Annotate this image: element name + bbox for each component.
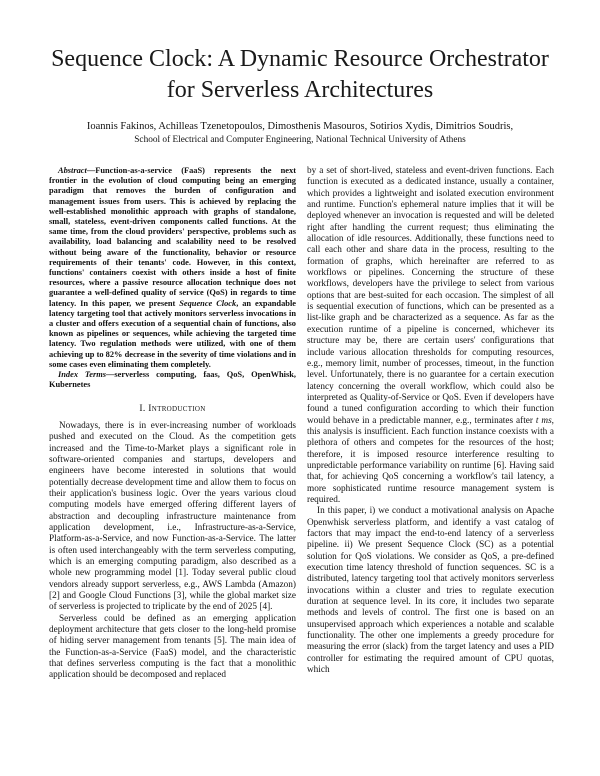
intro-paragraph-2: Serverless could be defined as an emerging application deployment architecture that gets closer to the long-held promise of hiding server management from tenants [5]. The main idea of the Function-as-a-Service (FaaS) model, and the characteristic that defines serverless computing is the fact that a monolithic application should be decomposed and replaced — [49, 613, 296, 681]
left-column — [49, 166, 296, 682]
continued-text: by a set of short-lived, stateless and event-driven functions. Each function is executed as a dedicated instance, usually a container, which provides a lightweight and isolated execution environment and runtime. Function's ephemeral nature implies that it will be deployed whenever an invocation is requested and will be deleted right after handling the current request; thus eliminating the allocation of idle resources. Additionally, these functions need to call each other and share data in the process, resulting to the formation of graphs, which hereinafter are referred to as workflows or pipelines. Concerning the structure of these workflows, developers have the privilege to select from various options that are best-suited for each occasion. The simplest of all is sequential execution of functions, which can be presented as a list-like graph and be characterized as a sequence. As far as the execution runtime of a pipeline is concerned, whichever its structure may be, there are certain users' configurations that include various allocation thresholds for computing resources, e.g., memory limit, number of processes, timeout, in the function level. Unfortunately, there is no guarantee for a certain execution latency concerning the overall workflow, which could also be interpreted as Quality-of-Service or QoS. Even if developers have found a tuned configuration according to which their function would behave in a predictable manner, e.g., terminates after — [307, 166, 554, 426]
inline-math-t-ms: t ms — [535, 415, 552, 426]
index-terms — [49, 370, 296, 390]
abstract-system-name: Sequence Clock — [179, 298, 237, 308]
intro-paragraph-1: Nowadays, there is in ever-increasing number of workloads pushed and executed on the Cloud. As the competition gets increased and the Time-to-Market plays a significant role in software-oriented companies and startups, developers and engineers have become interested in solutions that would potentially decrease development time and allow them to focus on their application's business logic. Over the years various cloud computing models have emerged offering different layers of abstraction and decoupling infrastructure maintenance from application development, i.e., Infrastructure-as-a-Service, Platform-as-a-Service, and now Function-as-a-Service. The latter is often used interchangeably with the term serverless computing, which is an emerging computing paradigm, also described as a whole new programming model [1]. Today several public cloud vendors already support serverless, e.g., AWS Lambda (Amazon) [2] and Google Cloud Functions [3], while the global market size of serverless is projected to triplicate by the end of 2025 [4]. — [49, 420, 296, 613]
right-column — [307, 166, 554, 676]
title-line-2: for Serverless Architectures — [166, 77, 434, 103]
intro-paragraph-2-continued — [307, 166, 554, 506]
intro-paragraph-3: In this paper, i) we conduct a motivational analysis on Apache Openwhisk serverless platform, and identify a vast catalog of factors that may impact the end-to-end latency of a serverless pipeline. ii) We present Sequence Clock (SC) as a potential solution for QoS violations. We consider as QoS, a pre-defined execution time latency threshold of function sequences. SC is a distributed, latency targeting tool that actively monitors serverless invocations within a cluster and tries to regulate execution duration at sequence level. In its core, it includes two separate methods and levels of control. The first one is based on an unsupervised approach which experiences a notable and scalable functionality. The other one implements a greedy procedure for measuring the error (slack) from the target latency and uses a PID controller for estimating the required amount of CPU quotas, which — [307, 506, 554, 676]
section-heading-introduction: I. Introduction — [139, 403, 206, 415]
author-list: Ioannis Fakinos, Achilleas Tzenetopoulos, Dimosthenis Masouros, Sotirios Xydis, Dimitrios Soudris, — [86, 121, 514, 132]
continued-tail: , this analysis is insufficient. Each function instance coexists with a plethora of others and competes for the resources of the host; therefore, it is imposed resource interference resulting to unpredictable performance variability on runtime [6]. Having said that, for achieving QoS concerning a workflow's tail latency, a more sophisticated runtime resource management system is required. — [307, 415, 554, 505]
index-terms-text: —serverless computing, faas, QoS, OpenWhisk, Kubernetes — [49, 370, 296, 390]
title-line-1: Sequence Clock: A Dynamic Resource Orchestrator — [51, 46, 549, 72]
abstract-text-1: —Function-as-a-service (FaaS) represents the next frontier in the evolution of cloud computing being an emerging paradigm that removes the burden of configuration and management issues from users. This is achieved by replacing the well-established monolithic approach with graphs of standalone, small, stateless, event-driven components called functions. At the same time, from the cloud providers' perspective, problems such as availability, load balancing and scalability need to be resolved without being aware of the functionality, behavior or resource requirements of their tenants' code. However, in this context, functions' containers coexist with others inside a host of finite resources, where a passive resource allocation technique does not guarantee a well-defined quality of service (QoS) in regards to time latency. In this paper, we present — [49, 166, 296, 308]
abstract — [49, 166, 296, 370]
abstract-lead: Abstract — [58, 166, 87, 175]
abstract-text-2: , an expandable latency targeting tool that actively monitors serverless invocations in a cluster and offers execution of a sequential chain of functions, also known as pipelines or sequences, while achieving the targeted time latency. Two regulation methods were utilized, with one of them achieving up to 82% decrease in the severity of time violations and in some cases even eliminating them completely. — [49, 298, 296, 369]
affiliation: School of Electrical and Computer Engineering, National Technical University of Athens — [134, 135, 466, 145]
index-terms-lead: Index Terms — [58, 370, 107, 380]
paper-title — [20, 44, 580, 106]
